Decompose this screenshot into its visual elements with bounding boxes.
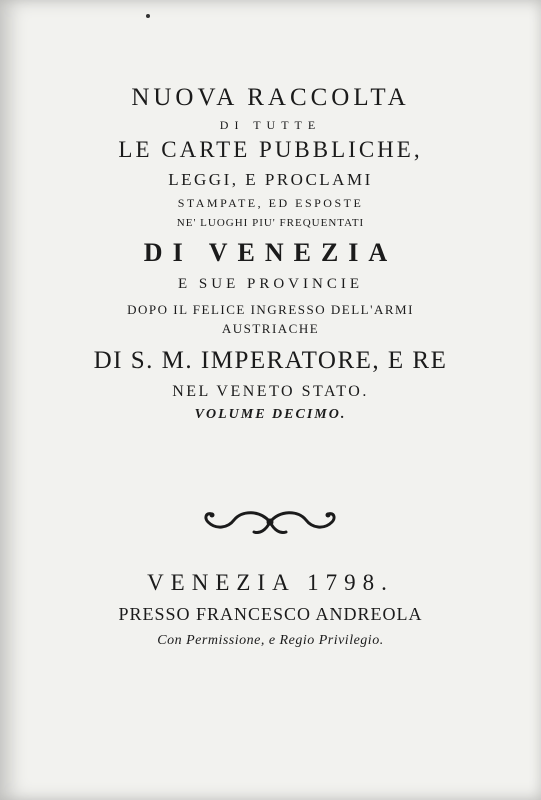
volume-label: VOLUME DECIMO. xyxy=(194,407,347,422)
imprint-printer: PRESSO FRANCESCO ANDREOLA xyxy=(118,604,423,624)
imprint-place-year: VENEZIA 1798. xyxy=(147,570,394,595)
title-line-3: LE CARTE PUBBLICHE, xyxy=(118,137,423,162)
title-line-9: DOPO IL FELICE INGRESSO DELL'ARMI xyxy=(127,302,414,317)
imprint-block xyxy=(0,570,541,649)
title-line-6: NE' LUOGHI PIU' FREQUENTATI xyxy=(176,217,365,229)
imprint-permission: Con Permissione, e Regio Privilegio. xyxy=(157,633,384,648)
title-line-1: NUOVA RACCOLTA xyxy=(131,84,410,111)
ink-speck xyxy=(146,14,150,18)
title-city: DI VENEZIA xyxy=(143,238,398,267)
fleuron-scroll-ornament-icon xyxy=(190,506,350,538)
title-block xyxy=(0,84,541,423)
title-line-4: LEGGI, E PROCLAMI xyxy=(168,170,373,189)
title-line-8: E SUE PROVINCIE xyxy=(177,276,363,292)
title-line-12: NEL VENETO STATO. xyxy=(172,383,369,400)
title-line-5: STAMPATE, ED ESPOSTE xyxy=(177,196,364,210)
title-line-11: DI S. M. IMPERATORE, E RE xyxy=(93,347,448,374)
title-line-10: AUSTRIACHE xyxy=(221,321,320,336)
title-line-2: DI TUTTE xyxy=(219,118,322,132)
